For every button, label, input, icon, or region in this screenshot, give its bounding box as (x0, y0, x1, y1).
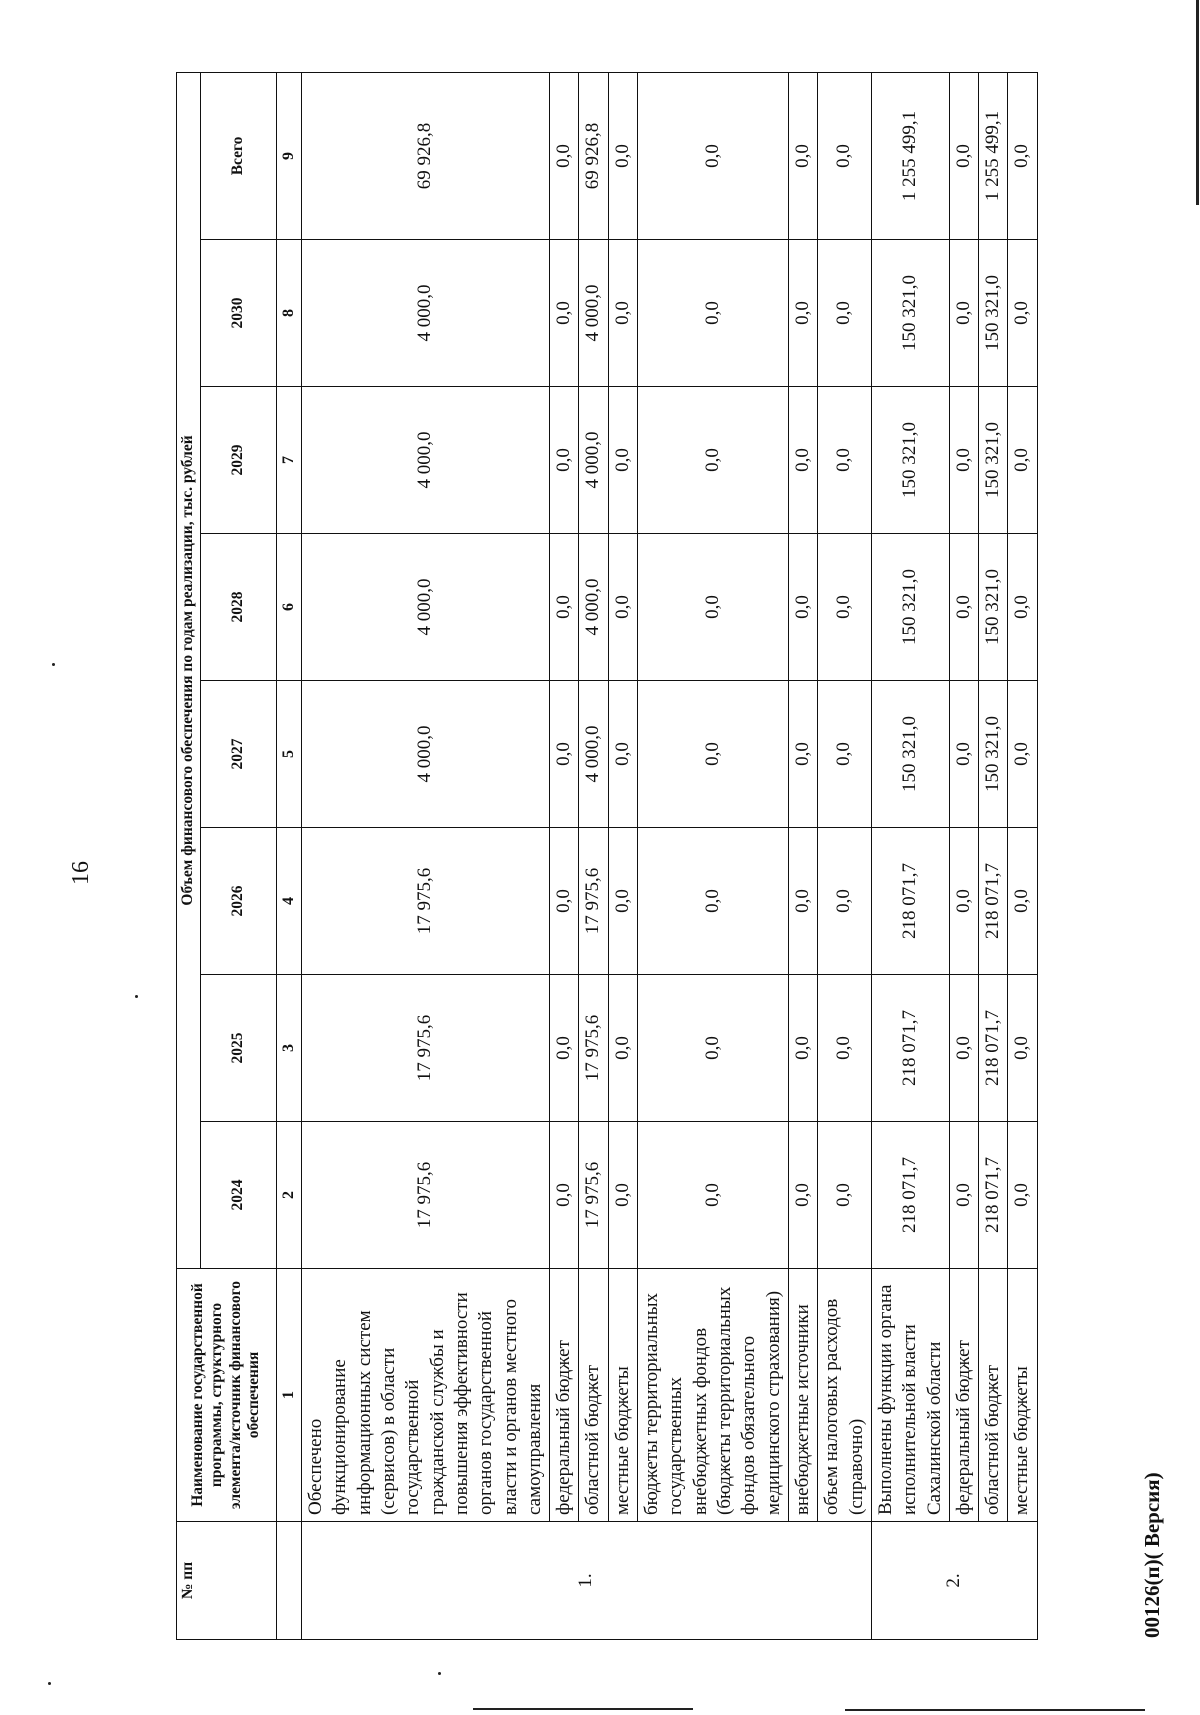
value-cell: 0,0 (550, 1122, 579, 1269)
header-year: 2026 (200, 828, 276, 975)
value-cell: 218 071,7 (979, 975, 1008, 1122)
value-cell: 0,0 (608, 1122, 637, 1269)
value-cell: 4 000,0 (302, 240, 550, 387)
value-cell: 150 321,0 (871, 387, 949, 534)
column-number: 1 (277, 1269, 302, 1522)
value-cell: 0,0 (638, 240, 789, 387)
value-cell: 0,0 (949, 1122, 978, 1269)
value-cell: 0,0 (608, 534, 637, 681)
header-year: 2028 (200, 534, 276, 681)
value-cell: 218 071,7 (871, 975, 949, 1122)
value-cell: 218 071,7 (871, 1122, 949, 1269)
total-cell: 0,0 (638, 72, 789, 239)
column-number: 7 (277, 387, 302, 534)
row-name: федеральный бюджет (949, 1269, 978, 1522)
value-cell: 0,0 (1008, 240, 1037, 387)
value-cell: 17 975,6 (579, 1122, 608, 1269)
row-name: местные бюджеты (1008, 1269, 1037, 1522)
table-row (949, 72, 978, 1639)
row-name: бюджеты территориальных государственных внебюджетных фондов (бюджеты территориальных фондов обязательного медицинского страхования) (638, 1269, 789, 1522)
value-cell: 0,0 (550, 975, 579, 1122)
total-cell: 0,0 (608, 72, 637, 239)
page-number: 16 (68, 861, 94, 885)
value-cell: 0,0 (949, 240, 978, 387)
value-cell: 150 321,0 (979, 240, 1008, 387)
value-cell: 0,0 (608, 240, 637, 387)
value-cell: 150 321,0 (871, 534, 949, 681)
row-name: объем налоговых расходов (справочно) (818, 1269, 872, 1522)
value-cell: 150 321,0 (871, 240, 949, 387)
value-cell: 0,0 (788, 387, 817, 534)
value-cell: 0,0 (638, 975, 789, 1122)
value-cell: 4 000,0 (579, 681, 608, 828)
column-number: 5 (277, 681, 302, 828)
value-cell: 17 975,6 (302, 1122, 550, 1269)
column-number: 9 (277, 72, 302, 239)
row-name: внебюджетные источники (788, 1269, 817, 1522)
value-cell: 0,0 (788, 681, 817, 828)
value-cell: 0,0 (550, 828, 579, 975)
value-cell: 0,0 (949, 387, 978, 534)
value-cell: 17 975,6 (579, 975, 608, 1122)
value-cell: 0,0 (1008, 1122, 1037, 1269)
table-row (608, 72, 637, 1639)
table-body (302, 72, 1038, 1639)
value-cell: 0,0 (1008, 534, 1037, 681)
value-cell: 0,0 (638, 828, 789, 975)
total-cell: 69 926,8 (579, 72, 608, 239)
row-index: 2. (871, 1522, 1037, 1640)
header-year: 2027 (200, 681, 276, 828)
value-cell: 4 000,0 (579, 387, 608, 534)
column-number-blank (277, 1522, 302, 1640)
document-code: 00126(п)( Версия) (1140, 1472, 1164, 1638)
header-index: № пп (177, 1522, 277, 1640)
value-cell: 0,0 (550, 387, 579, 534)
value-cell: 0,0 (818, 387, 872, 534)
total-cell: 0,0 (1008, 72, 1037, 239)
value-cell: 0,0 (608, 681, 637, 828)
value-cell: 0,0 (788, 534, 817, 681)
row-index: 1. (302, 1522, 872, 1640)
value-cell: 0,0 (1008, 681, 1037, 828)
total-cell: 1 255 499,1 (871, 72, 949, 239)
table-row (302, 72, 550, 1639)
column-number: 4 (277, 828, 302, 975)
row-name: областной бюджет (579, 1269, 608, 1522)
header-year: 2025 (200, 975, 276, 1122)
value-cell: 0,0 (550, 534, 579, 681)
value-cell: 150 321,0 (979, 681, 1008, 828)
value-cell: 0,0 (949, 975, 978, 1122)
column-number-row (277, 72, 302, 1639)
table-row (871, 72, 949, 1639)
value-cell: 218 071,7 (871, 828, 949, 975)
header-name: Наименование государственной программы, структурного элемента/источник финансового обеспечения (177, 1269, 277, 1522)
column-number: 8 (277, 240, 302, 387)
value-cell: 0,0 (818, 975, 872, 1122)
value-cell: 0,0 (818, 240, 872, 387)
value-cell: 0,0 (1008, 828, 1037, 975)
value-cell: 0,0 (788, 828, 817, 975)
total-cell: 0,0 (550, 72, 579, 239)
value-cell: 0,0 (638, 681, 789, 828)
value-cell: 0,0 (1008, 975, 1037, 1122)
value-cell: 0,0 (818, 534, 872, 681)
total-cell: 0,0 (949, 72, 978, 239)
value-cell: 4 000,0 (302, 534, 550, 681)
header-group: Объем финансового обеспечения по годам реализации, тыс. рублей (177, 72, 201, 1268)
header-total: Всего (200, 72, 276, 239)
column-number: 2 (277, 1122, 302, 1269)
header-year: 2030 (200, 240, 276, 387)
value-cell: 17 975,6 (579, 828, 608, 975)
value-cell: 0,0 (818, 681, 872, 828)
header-row-1 (177, 72, 201, 1639)
value-cell: 0,0 (550, 240, 579, 387)
value-cell: 0,0 (949, 534, 978, 681)
value-cell: 0,0 (638, 387, 789, 534)
value-cell: 0,0 (818, 828, 872, 975)
table-row (788, 72, 817, 1639)
total-cell: 0,0 (818, 72, 872, 239)
value-cell: 0,0 (788, 240, 817, 387)
value-cell: 4 000,0 (579, 240, 608, 387)
table-row (1008, 72, 1037, 1639)
value-cell: 0,0 (788, 1122, 817, 1269)
total-cell: 69 926,8 (302, 72, 550, 239)
value-cell: 0,0 (949, 681, 978, 828)
row-name: областной бюджет (979, 1269, 1008, 1522)
value-cell: 0,0 (608, 975, 637, 1122)
financing-table (176, 72, 1038, 1640)
value-cell: 150 321,0 (871, 681, 949, 828)
table-row (979, 72, 1008, 1639)
value-cell: 0,0 (638, 534, 789, 681)
value-cell: 150 321,0 (979, 387, 1008, 534)
value-cell: 0,0 (788, 975, 817, 1122)
value-cell: 0,0 (818, 1122, 872, 1269)
value-cell: 0,0 (608, 387, 637, 534)
header-year: 2024 (200, 1122, 276, 1269)
table-row (579, 72, 608, 1639)
value-cell: 0,0 (638, 1122, 789, 1269)
total-cell: 0,0 (788, 72, 817, 239)
column-number: 3 (277, 975, 302, 1122)
row-name: федеральный бюджет (550, 1269, 579, 1522)
header-year: 2029 (200, 387, 276, 534)
table-row (550, 72, 579, 1639)
row-name: Обеспечено функционирование информационных систем (сервисов) в области государственной гражданской службы и повышения эффективности органов государственной власти и органов местного самоуправления (302, 1269, 550, 1522)
value-cell: 218 071,7 (979, 1122, 1008, 1269)
value-cell: 0,0 (608, 828, 637, 975)
value-cell: 0,0 (949, 828, 978, 975)
value-cell: 4 000,0 (579, 534, 608, 681)
value-cell: 0,0 (1008, 387, 1037, 534)
value-cell: 4 000,0 (302, 387, 550, 534)
value-cell: 4 000,0 (302, 681, 550, 828)
value-cell: 150 321,0 (979, 534, 1008, 681)
table-row (818, 72, 872, 1639)
column-number: 6 (277, 534, 302, 681)
total-cell: 1 255 499,1 (979, 72, 1008, 239)
value-cell: 0,0 (550, 681, 579, 828)
value-cell: 218 071,7 (979, 828, 1008, 975)
row-name: местные бюджеты (608, 1269, 637, 1522)
table-row (638, 72, 789, 1639)
value-cell: 17 975,6 (302, 975, 550, 1122)
row-name: Выполнены функции органа исполнительной власти Сахалинской области (871, 1269, 949, 1522)
value-cell: 17 975,6 (302, 828, 550, 975)
